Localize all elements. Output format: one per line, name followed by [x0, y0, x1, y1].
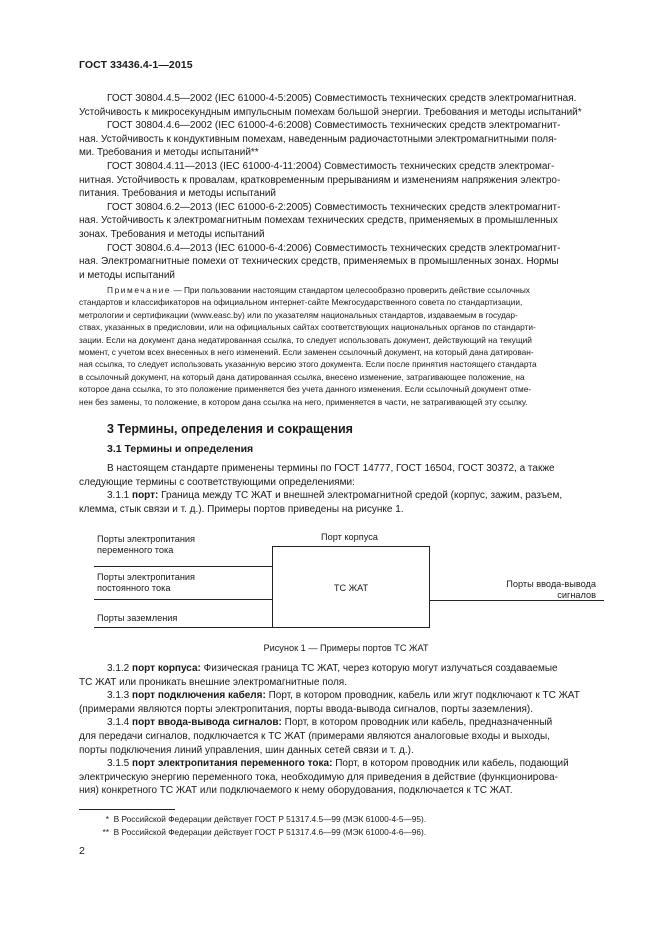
- reference-text: Совместимость технических средств электромагнитная.: [314, 93, 577, 104]
- term-name: порт электропитания переменного тока:: [132, 758, 333, 770]
- term-number: 3.1.4: [107, 717, 133, 729]
- note-line: При пользовании настоящим стандартом целесообразно проверить действие ссылочных: [183, 285, 530, 295]
- footnote-mark: **: [102, 827, 109, 837]
- reference-code: ГОСТ 30804.4.11—2013 (IEC 61000-4-11:2004): [107, 160, 322, 172]
- term-name: порт ввода-вывода сигналов:: [132, 717, 282, 729]
- term-text: порты подключения линий управления, шин данных сетей связи и т. д.).: [79, 744, 414, 756]
- reference-item: [79, 92, 613, 119]
- note-line: зации. Если на документ дана недатированная ссылка, то следует использовать документ, действующий на текущий: [79, 334, 532, 345]
- label-line: Порты электропитания: [97, 534, 195, 544]
- reference-text: ная. Электромагнитные помехи от технических средств, применяемых в промышленных зонах. Нормы: [79, 256, 559, 268]
- reference-text: Совместимость технических средств электромагнит-: [314, 120, 561, 132]
- note-line: нен без замены, то положение, в котором дана ссылка на него, применяется в части, не затрагивающей эту ссылку.: [79, 396, 528, 407]
- footnote-text: В Российской Федерации действует ГОСТ Р 51317.4.5—99 (МЭК 61000-4-5—95).: [113, 814, 427, 824]
- reference-item: [79, 242, 613, 283]
- reference-text: нитная. Устойчивость к провалам, кратковременным прерываниям и изменениям напряжения электро-: [79, 174, 561, 186]
- reference-code: ГОСТ 30804.6.4—2013 (IEC 61000-6-4:2006): [107, 242, 312, 254]
- footnotes: [79, 813, 613, 839]
- ground-ports-label: Порты заземления: [97, 613, 178, 623]
- reference-text: Совместимость технических средств электромаг-: [324, 160, 555, 172]
- term-number: 3.1.2: [107, 663, 133, 674]
- note-line: ствах, указанных в предисловии, или на официальных сайтах соответствующих национальных органов по стандарти-: [79, 322, 536, 333]
- dc-port-line: [94, 599, 272, 600]
- enclosure-port-label: Порт корпуса: [321, 532, 378, 542]
- page-number: 2: [79, 845, 85, 857]
- term-item: [79, 689, 613, 716]
- term-text: (примерами являются порты электропитания, порты ввода-вывода сигналов, порты заземления).: [79, 703, 534, 715]
- reference-code: ГОСТ 30804.4.6—2002 (IEC 61000-4-6:2008): [107, 120, 312, 132]
- label-line: Порты электропитания: [97, 572, 195, 582]
- note-line: стандартов и классификаторов на официальном интернет-сайте Межгосударственного совета по стандартизации,: [79, 297, 523, 308]
- term-number: 3.1.3: [107, 690, 133, 702]
- ports-figure: [79, 528, 613, 638]
- footnote-mark: *: [105, 814, 109, 824]
- document-header: ГОСТ 33436.4-1—2015: [79, 59, 193, 71]
- term-name: порт:: [132, 490, 159, 502]
- intro-line: следующие термины с соответствующими определениями:: [79, 476, 355, 488]
- term-text: Порт, в котором проводник или кабель, предназначенный: [281, 717, 553, 729]
- label-line: постоянного тока: [97, 583, 171, 593]
- term-item: [79, 716, 613, 757]
- label-line: Порты ввода-вывода: [506, 579, 596, 589]
- term-text: Граница между ТС ЖАТ и внешней электромагнитной средой (корпус, зажим, разъем,: [158, 490, 563, 502]
- reference-item: [79, 119, 613, 160]
- reference-text: Устойчивость к микросекундным импульсным помехам большой энергии. Требования и методы испытаний*: [79, 106, 582, 118]
- reference-text: питания. Требования и методы испытаний: [79, 188, 277, 200]
- reference-code: ГОСТ 30804.4.5—2002 (IEC 61000-4-5:2005): [107, 93, 312, 104]
- reference-item: [79, 201, 613, 242]
- term-text: Физическая граница ТС ЖАТ, через которую могут излучаться создаваемые: [200, 663, 558, 674]
- term-text: электрическую энергию переменного тока, необходимую для приведения в действие (функционирова-: [79, 771, 558, 783]
- term-text: ТС ЖАТ или проникать внешние электромагнитные поля.: [79, 676, 347, 688]
- note-line: метрологии и сертификации (www.easc.by) или по указателям национальных стандартов, издаваемым в государ-: [79, 309, 518, 320]
- reference-text: зонах. Требования и методы испытаний: [79, 228, 265, 240]
- reference-text: Совместимость технических средств электромагнит-: [314, 242, 561, 254]
- reference-item: [79, 160, 613, 201]
- term-name: порт подключения кабеля:: [132, 690, 266, 702]
- note-label: Примечание: [107, 285, 172, 295]
- term-text: Порт, в котором проводник, кабель или жгут подключают к ТС ЖАТ: [265, 690, 580, 702]
- term-text: Порт, в котором проводник или кабель, подающий: [332, 758, 569, 770]
- reference-text: Совместимость технических средств электромагнит-: [314, 201, 561, 213]
- note-line: ная ссылка, то следует использовать указанную версию этого документа. Если после принятия настоящего стандарта: [79, 359, 537, 370]
- note-line: момент, с учетом всех внесенных в него изменений. Если заменен ссылочный документ, на который дана датирован-: [79, 347, 534, 358]
- figure-caption: Рисунок 1 — Примеры портов ТС ЖАТ: [263, 643, 429, 653]
- reference-text: ная. Устойчивость к кондуктивным помехам, наведенным радиочастотными электромагнитными поля-: [79, 133, 557, 145]
- footnote-item: [79, 813, 613, 826]
- references-list: [79, 92, 613, 282]
- subsection-title: 3.1 Термины и определения: [107, 443, 254, 455]
- io-ports-label: [469, 579, 596, 601]
- footnote-divider: [79, 809, 175, 810]
- device-label: ТС ЖАТ: [333, 583, 369, 593]
- reference-text: ми. Требования и методы испытаний**: [79, 147, 259, 159]
- term-item: [79, 757, 613, 798]
- reference-text: и методы испытаний: [79, 269, 175, 281]
- note-dash: —: [171, 285, 184, 295]
- terms-list: [79, 662, 613, 798]
- term-item: [79, 662, 613, 689]
- reference-text: ная. Устойчивость к электромагнитным помехам технических средств, применяемых в промышленных: [79, 215, 558, 227]
- ac-port-line: [94, 566, 272, 567]
- intro-line: В настоящем стандарте применены термины по ГОСТ 14777, ГОСТ 16504, ГОСТ 30372, а также: [107, 463, 555, 474]
- term-name: порт корпуса:: [132, 663, 201, 674]
- ground-port-line: [94, 627, 272, 628]
- term-number: 3.1.5: [107, 758, 133, 770]
- dc-power-ports-label: [97, 572, 195, 594]
- term-text: клемма, стык связи и т. д.). Примеры портов приведены на рисунке 1.: [79, 503, 404, 515]
- intro-paragraph: [79, 462, 613, 516]
- term-number: 3.1.1: [107, 490, 133, 502]
- footnote-item: [79, 826, 613, 839]
- note-block: [79, 284, 613, 408]
- reference-code: ГОСТ 30804.6.2—2013 (IEC 61000-6-2:2005): [107, 201, 312, 213]
- label-line: сигналов: [557, 590, 596, 600]
- note-line: которое дана ссылка, то это положение применяется без учета данного изменения. Если ссылочный документ отме-: [79, 384, 532, 395]
- term-text: ния) конкретного ТС ЖАТ или подключаемого к нему оборудования, подключается к ТС ЖАТ.: [79, 785, 513, 797]
- footnote-text: В Российской Федерации действует ГОСТ Р 51317.4.6—99 (МЭК 61000-4-6—96).: [113, 827, 427, 837]
- note-line: в ссылочный документ, на который дана датированная ссылка, внесено изменение, затрагивающее положение, на: [79, 371, 525, 382]
- term-text: для передачи сигналов, подключается к ТС ЖАТ (примерами являются аналоговые входы и выходы,: [79, 730, 550, 742]
- ac-power-ports-label: [97, 534, 195, 556]
- section-title: 3 Термины, определения и сокращения: [107, 422, 353, 436]
- label-line: переменного тока: [97, 545, 174, 555]
